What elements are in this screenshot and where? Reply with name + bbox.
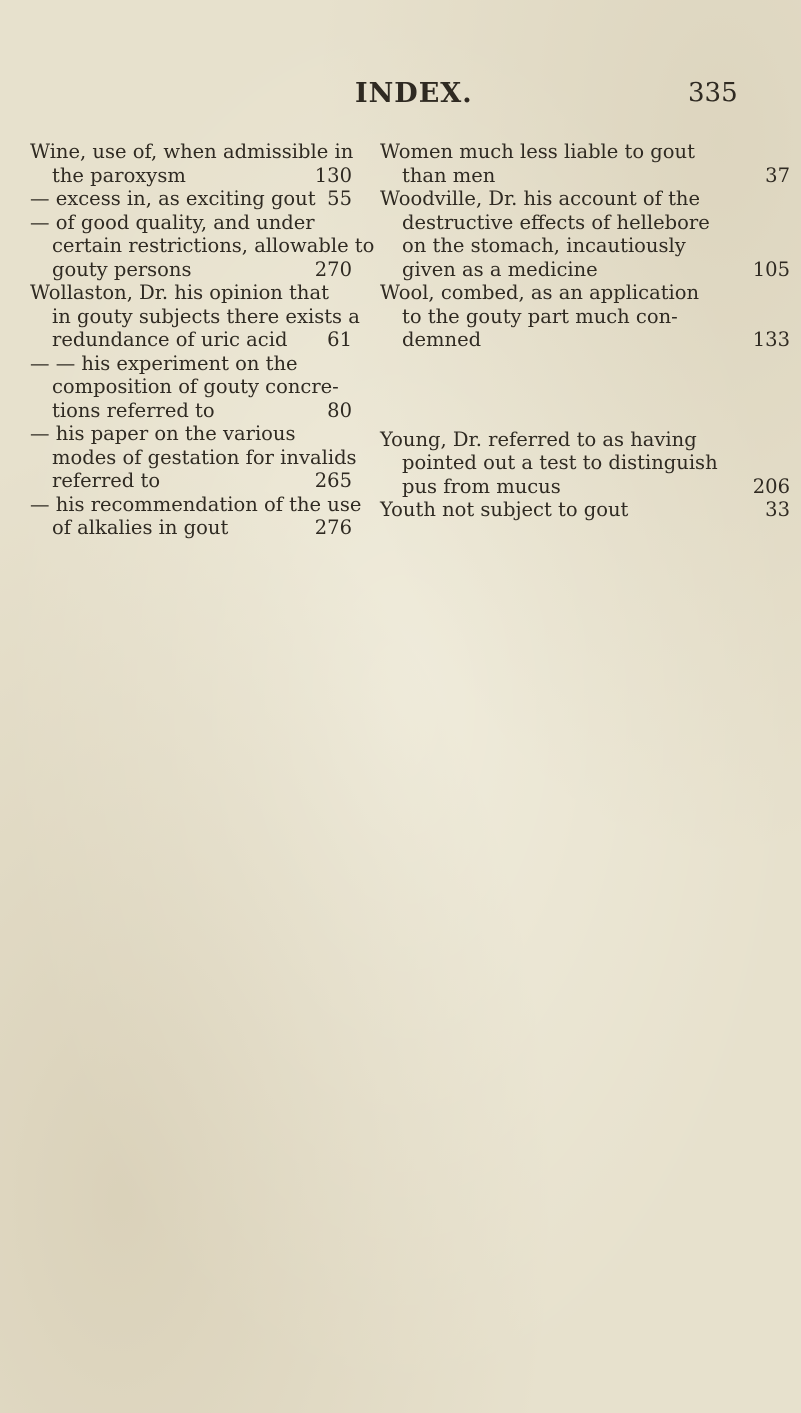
index-entry (380, 498, 790, 522)
entry-page-number: 105 (752, 257, 790, 281)
right-column (380, 140, 790, 522)
entry-text: than men (402, 163, 496, 187)
entry-page-number: 55 (327, 187, 352, 210)
entry-text: pointed out a test to distinguish (402, 451, 718, 474)
entry-page-number: 206 (752, 474, 790, 498)
entry-text: — of good quality, and under (30, 210, 315, 234)
entry-text: of alkalies in gout (52, 516, 229, 539)
entry-page-number: 276 (314, 516, 352, 539)
entry-text: pus from mucus (402, 474, 561, 498)
entry-text: — his recommendation of the use (30, 492, 362, 516)
entry-text: gouty persons (52, 257, 192, 281)
entry-text: modes of gestation for invalids (52, 445, 357, 469)
entry-text: on the stomach, incautiously (402, 234, 686, 257)
entry-page-number: 133 (752, 328, 790, 351)
index-entry (380, 140, 790, 187)
index-entry (380, 428, 790, 499)
entry-text: the paroxysm (52, 163, 186, 187)
index-entry (30, 187, 352, 211)
entry-page-number: 130 (314, 163, 352, 187)
entry-text: given as a medicine (402, 257, 598, 281)
entry-text: — — his experiment on the (30, 351, 298, 375)
index-entry (30, 140, 352, 187)
entry-page-number: 61 (327, 328, 352, 351)
section-gap (380, 352, 790, 428)
entry-page-number: 37 (765, 163, 790, 187)
entry-text: tions referred to (52, 398, 215, 422)
page-title: INDEX. (355, 78, 473, 109)
entry-text: — his paper on the various (30, 422, 296, 445)
entry-text: redundance of uric acid (52, 328, 288, 351)
entry-page-number: 33 (765, 498, 790, 521)
entry-text: referred to (52, 469, 161, 492)
index-entry (380, 281, 790, 352)
page-header (0, 78, 801, 118)
index-entry (380, 187, 790, 281)
entry-text: composition of gouty concre- (52, 375, 339, 398)
index-entry (30, 492, 362, 540)
entry-text: Wollaston, Dr. his opinion that (30, 281, 329, 304)
entry-page-number: 270 (314, 257, 352, 281)
entry-text: Wool, combed, as an application (380, 281, 700, 304)
entry-text: to the gouty part much con- (402, 304, 678, 328)
index-entry (30, 210, 375, 282)
entry-page-number: 80 (327, 398, 352, 422)
entry-page-number: 265 (314, 469, 352, 492)
page-number: 335 (688, 78, 738, 108)
entry-text: Wine, use of, when admissible in (30, 140, 354, 163)
entry-text: in gouty subjects there exists a (52, 304, 360, 328)
entry-text: Woodville, Dr. his account of the (380, 187, 701, 210)
entry-text: Young, Dr. referred to as having (380, 427, 697, 451)
entry-text: certain restrictions, allowable to (52, 234, 375, 257)
entry-text: Women much less liable to gout (380, 140, 695, 163)
index-entry (30, 281, 360, 352)
entry-text: demned (402, 328, 482, 351)
entry-text: destructive effects of hellebore (402, 210, 710, 234)
left-column (30, 140, 375, 540)
index-entry (30, 422, 357, 493)
entry-text: Youth not subject to gout (380, 498, 629, 521)
index-entry (30, 352, 352, 423)
entry-text: — excess in, as exciting gout (30, 187, 316, 210)
